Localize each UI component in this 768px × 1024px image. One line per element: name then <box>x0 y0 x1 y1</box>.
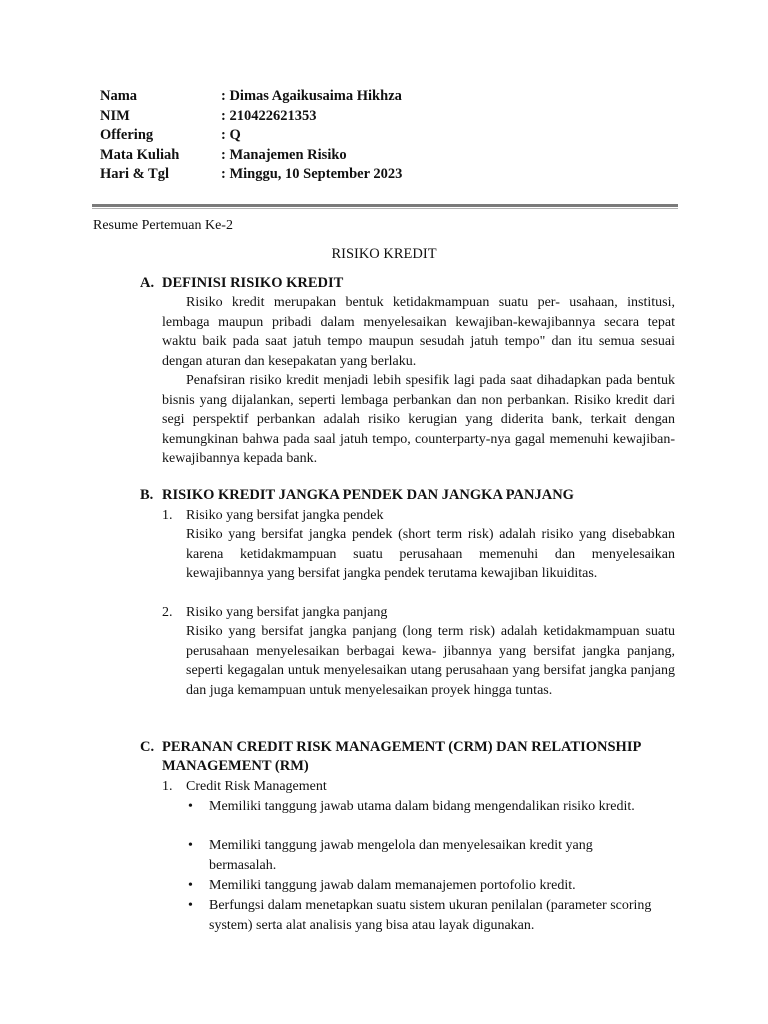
bullet-icon: • <box>188 878 193 893</box>
info-value: : Dimas Agaikusaima Hikhza <box>221 88 402 104</box>
info-value: : Q <box>221 127 241 143</box>
item-title: Credit Risk Management <box>186 779 327 794</box>
info-label: Nama <box>100 88 138 104</box>
section-c-heading <box>140 738 641 757</box>
section-b-item-1-text: Risiko yang bersifat jangka pendek (short term risk) adalah risiko yang disebabkan karena ketidakmampuan suatu perusahaan memenuhi dan menyelesaikan kewajibannya yang bersifat jangka pendek terutama kewajiban likuiditas. <box>186 527 675 581</box>
paragraph-text: Risiko kredit merupakan bentuk ketidakmampuan suatu per- usahaan, institusi, lembaga maupun pribadi dalam menyelesaikan kewajiban-kewajibannya secara tepat waktu baik pada saat jatuh tempo maupun sesudah jatuh tempo" dan itu semua sesuai dengan aturan dan kesepakatan yang berlaku. <box>162 295 675 369</box>
document-title: RISIKO KREDIT <box>331 246 437 262</box>
bullet-item <box>186 876 656 896</box>
section-a-paragraph-2 <box>162 371 675 469</box>
info-value: : 210422621353 <box>221 107 317 124</box>
info-label: NIM <box>100 107 130 124</box>
item-number: 2. <box>162 605 173 620</box>
header-divider <box>92 204 678 207</box>
bullet-icon: • <box>188 799 193 814</box>
info-row-course <box>100 146 402 166</box>
item-number: 1. <box>162 779 173 794</box>
student-info-table <box>100 87 402 185</box>
section-b-item-1 <box>162 506 384 525</box>
info-row-date <box>100 165 402 185</box>
bullet-icon: • <box>188 898 193 913</box>
section-b-heading <box>140 486 574 505</box>
bullet-text: Memiliki tanggung jawab dalam memanajemen portofolio kredit. <box>209 878 576 893</box>
section-title: DEFINISI RISIKO KREDIT <box>162 275 344 291</box>
info-value: : Manajemen Risiko <box>221 146 347 163</box>
bullet-item <box>186 896 656 935</box>
section-letter: C. <box>140 739 155 755</box>
info-label: Hari & Tgl <box>100 166 170 182</box>
bullet-text: Memiliki tanggung jawab utama dalam bidang mengendalikan risiko kredit. <box>209 799 635 814</box>
info-label: Mata Kuliah <box>100 146 180 163</box>
section-c-heading-cont: MANAGEMENT (RM) <box>162 758 309 774</box>
info-value: : Minggu, 10 September 2023 <box>221 166 403 182</box>
bullet-text: Memiliki tanggung jawab mengelola dan menyelesaikan kredit yang bermasalah. <box>209 838 593 873</box>
info-row-nim <box>100 107 402 127</box>
section-title: RISIKO KREDIT JANGKA PENDEK DAN JANGKA PANJANG <box>162 487 574 503</box>
header-divider-thin <box>92 208 678 209</box>
info-row-offering <box>100 126 402 146</box>
bullet-text: Berfungsi dalam menetapkan suatu sistem ukuran penilalan (parameter scoring system) serta alat analisis yang bisa atau layak digunakan. <box>209 898 652 933</box>
bullet-item <box>186 836 656 875</box>
info-label: Offering <box>100 127 154 143</box>
item-title: Risiko yang bersifat jangka pendek <box>186 508 384 523</box>
section-a-heading <box>140 274 343 293</box>
section-b-item-2-text: Risiko yang bersifat jangka panjang (long term risk) adalah ketidakmampuan suatu perusahaan menyelesaikan berbagai kewa- jibannya yang bersifat jangka panjang, seperti kegagalan untuk menyelesaikan utang perusahaan yang bersifat jangka panjang dan juga kemampuan untuk menyelesaikan proyek hingga tuntas. <box>186 624 675 698</box>
bullet-icon: • <box>188 838 193 853</box>
resume-label: Resume Pertemuan Ke-2 <box>93 218 233 233</box>
section-a-paragraph-1 <box>162 293 675 371</box>
section-b-item-2 <box>162 603 387 622</box>
item-title: Risiko yang bersifat jangka panjang <box>186 605 388 620</box>
bullet-item <box>186 797 656 817</box>
section-c-item-1 <box>162 777 327 796</box>
paragraph-text: Penafsiran risiko kredit menjadi lebih spesifik lagi pada saat dihadapkan pada bentuk bisnis yang dijalankan, seperti lembaga perbankan dan non perbankan. Risiko kredit dari segi perspektif perbankan adalah risiko kerugian yang diderita bank, terkait dengan kemungkinan bahwa pada saal jatuh tempo, counterparty-nya gagal memenuhi kewajiban-kewajibannya kepada bank. <box>162 373 675 466</box>
section-letter: B. <box>140 487 154 503</box>
item-number: 1. <box>162 508 173 523</box>
info-row-name <box>100 87 402 107</box>
section-title: PERANAN CREDIT RISK MANAGEMENT (CRM) DAN RELATIONSHIP <box>162 739 642 755</box>
section-letter: A. <box>140 275 155 291</box>
